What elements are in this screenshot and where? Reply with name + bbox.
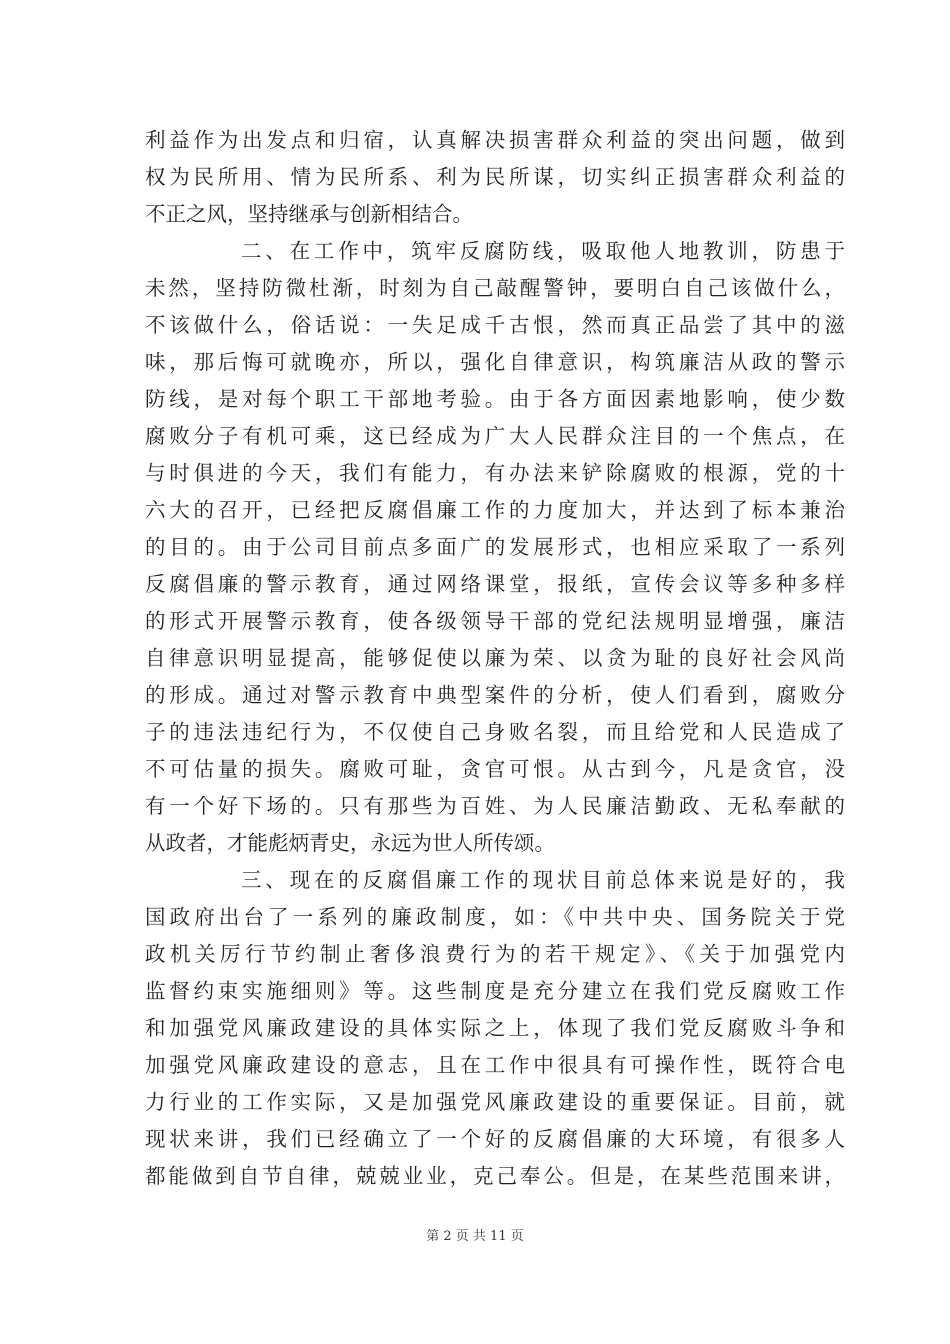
text-line: 防线，是对每个职工干部地考验。由于各方面因素地影响，使少数	[145, 387, 845, 411]
text-line: 的形式开展警示教育，使各级领导干部的党纪法规明显增强，廉洁	[145, 609, 845, 633]
text-line: 国政府出台了一系列的廉政制度，如：《中共中央、国务院关于党	[145, 905, 845, 929]
text-line: 六大的召开，已经把反腐倡廉工作的力度加大，并达到了标本兼治	[145, 498, 845, 522]
text-line: 子的违法违纪行为，不仅使自己身败名裂，而且给党和人民造成了	[145, 720, 845, 744]
text-line: 的目的。由于公司目前点多面广的发展形式，也相应采取了一系列	[145, 535, 845, 559]
text-line: 反腐倡廉的警示教育，通过网络课堂，报纸，宣传会议等多种多样	[145, 572, 845, 596]
text-line: 从政者，才能彪炳青史，永远为世人所传颂。	[145, 831, 555, 855]
text-line: 与时俱进的今天，我们有能力，有办法来铲除腐败的根源，党的十	[145, 461, 845, 485]
text-line: 加强党风廉政建设的意志，且在工作中很具有可操作性，既符合电	[145, 1053, 845, 1077]
text-line: 不正之风，坚持继承与创新相结合。	[145, 202, 473, 226]
text-line: 不该做什么，俗话说：一失足成千古恨，然而真正品尝了其中的滋	[145, 313, 845, 337]
text-line: 未然，坚持防微杜渐，时刻为自己敲醒警钟，要明白自己该做什么，	[145, 276, 845, 300]
text-line: 自律意识明显提高，能够促使以廉为荣、以贪为耻的良好社会风尚	[145, 646, 845, 670]
text-line: 监督约束实施细则》等。这些制度是充分建立在我们党反腐败工作	[145, 979, 845, 1003]
body-text	[145, 122, 845, 1195]
page-number-footer: 第 2 页 共 11 页	[426, 1229, 524, 1244]
text-line: 腐败分子有机可乘，这已经成为广大人民群众注目的一个焦点，在	[145, 424, 845, 448]
text-line: 二、在工作中，筑牢反腐防线，吸取他人地教训，防患于	[241, 239, 845, 263]
text-line: 有一个好下场的。只有那些为百姓、为人民廉洁勤政、无私奉献的	[145, 794, 845, 818]
text-line: 都能做到自节自律，兢兢业业，克己奉公。但是，在某些范围来讲，	[145, 1164, 845, 1188]
text-line: 味，那后悔可就晚亦，所以，强化自律意识，构筑廉洁从政的警示	[145, 350, 845, 374]
text-line: 三、现在的反腐倡廉工作的现状目前总体来说是好的，我	[241, 868, 845, 892]
text-line: 力行业的工作实际，又是加强党风廉政建设的重要保证。目前，就	[145, 1090, 845, 1114]
text-line: 利益作为出发点和归宿，认真解决损害群众利益的突出问题，做到	[145, 128, 845, 152]
text-line: 政机关厉行节约制止奢侈浪费行为的若干规定》、《关于加强党内	[145, 942, 845, 966]
text-line: 不可估量的损失。腐败可耻，贪官可恨。从古到今，凡是贪官，没	[145, 757, 845, 781]
text-line: 和加强党风廉政建设的具体实际之上，体现了我们党反腐败斗争和	[145, 1016, 845, 1040]
text-line: 的形成。通过对警示教育中典型案件的分析，使人们看到，腐败分	[145, 683, 845, 707]
text-line: 权为民所用、情为民所系、利为民所谋，切实纠正损害群众利益的	[145, 165, 845, 189]
text-line: 现状来讲，我们已经确立了一个好的反腐倡廉的大环境，有很多人	[145, 1127, 845, 1151]
